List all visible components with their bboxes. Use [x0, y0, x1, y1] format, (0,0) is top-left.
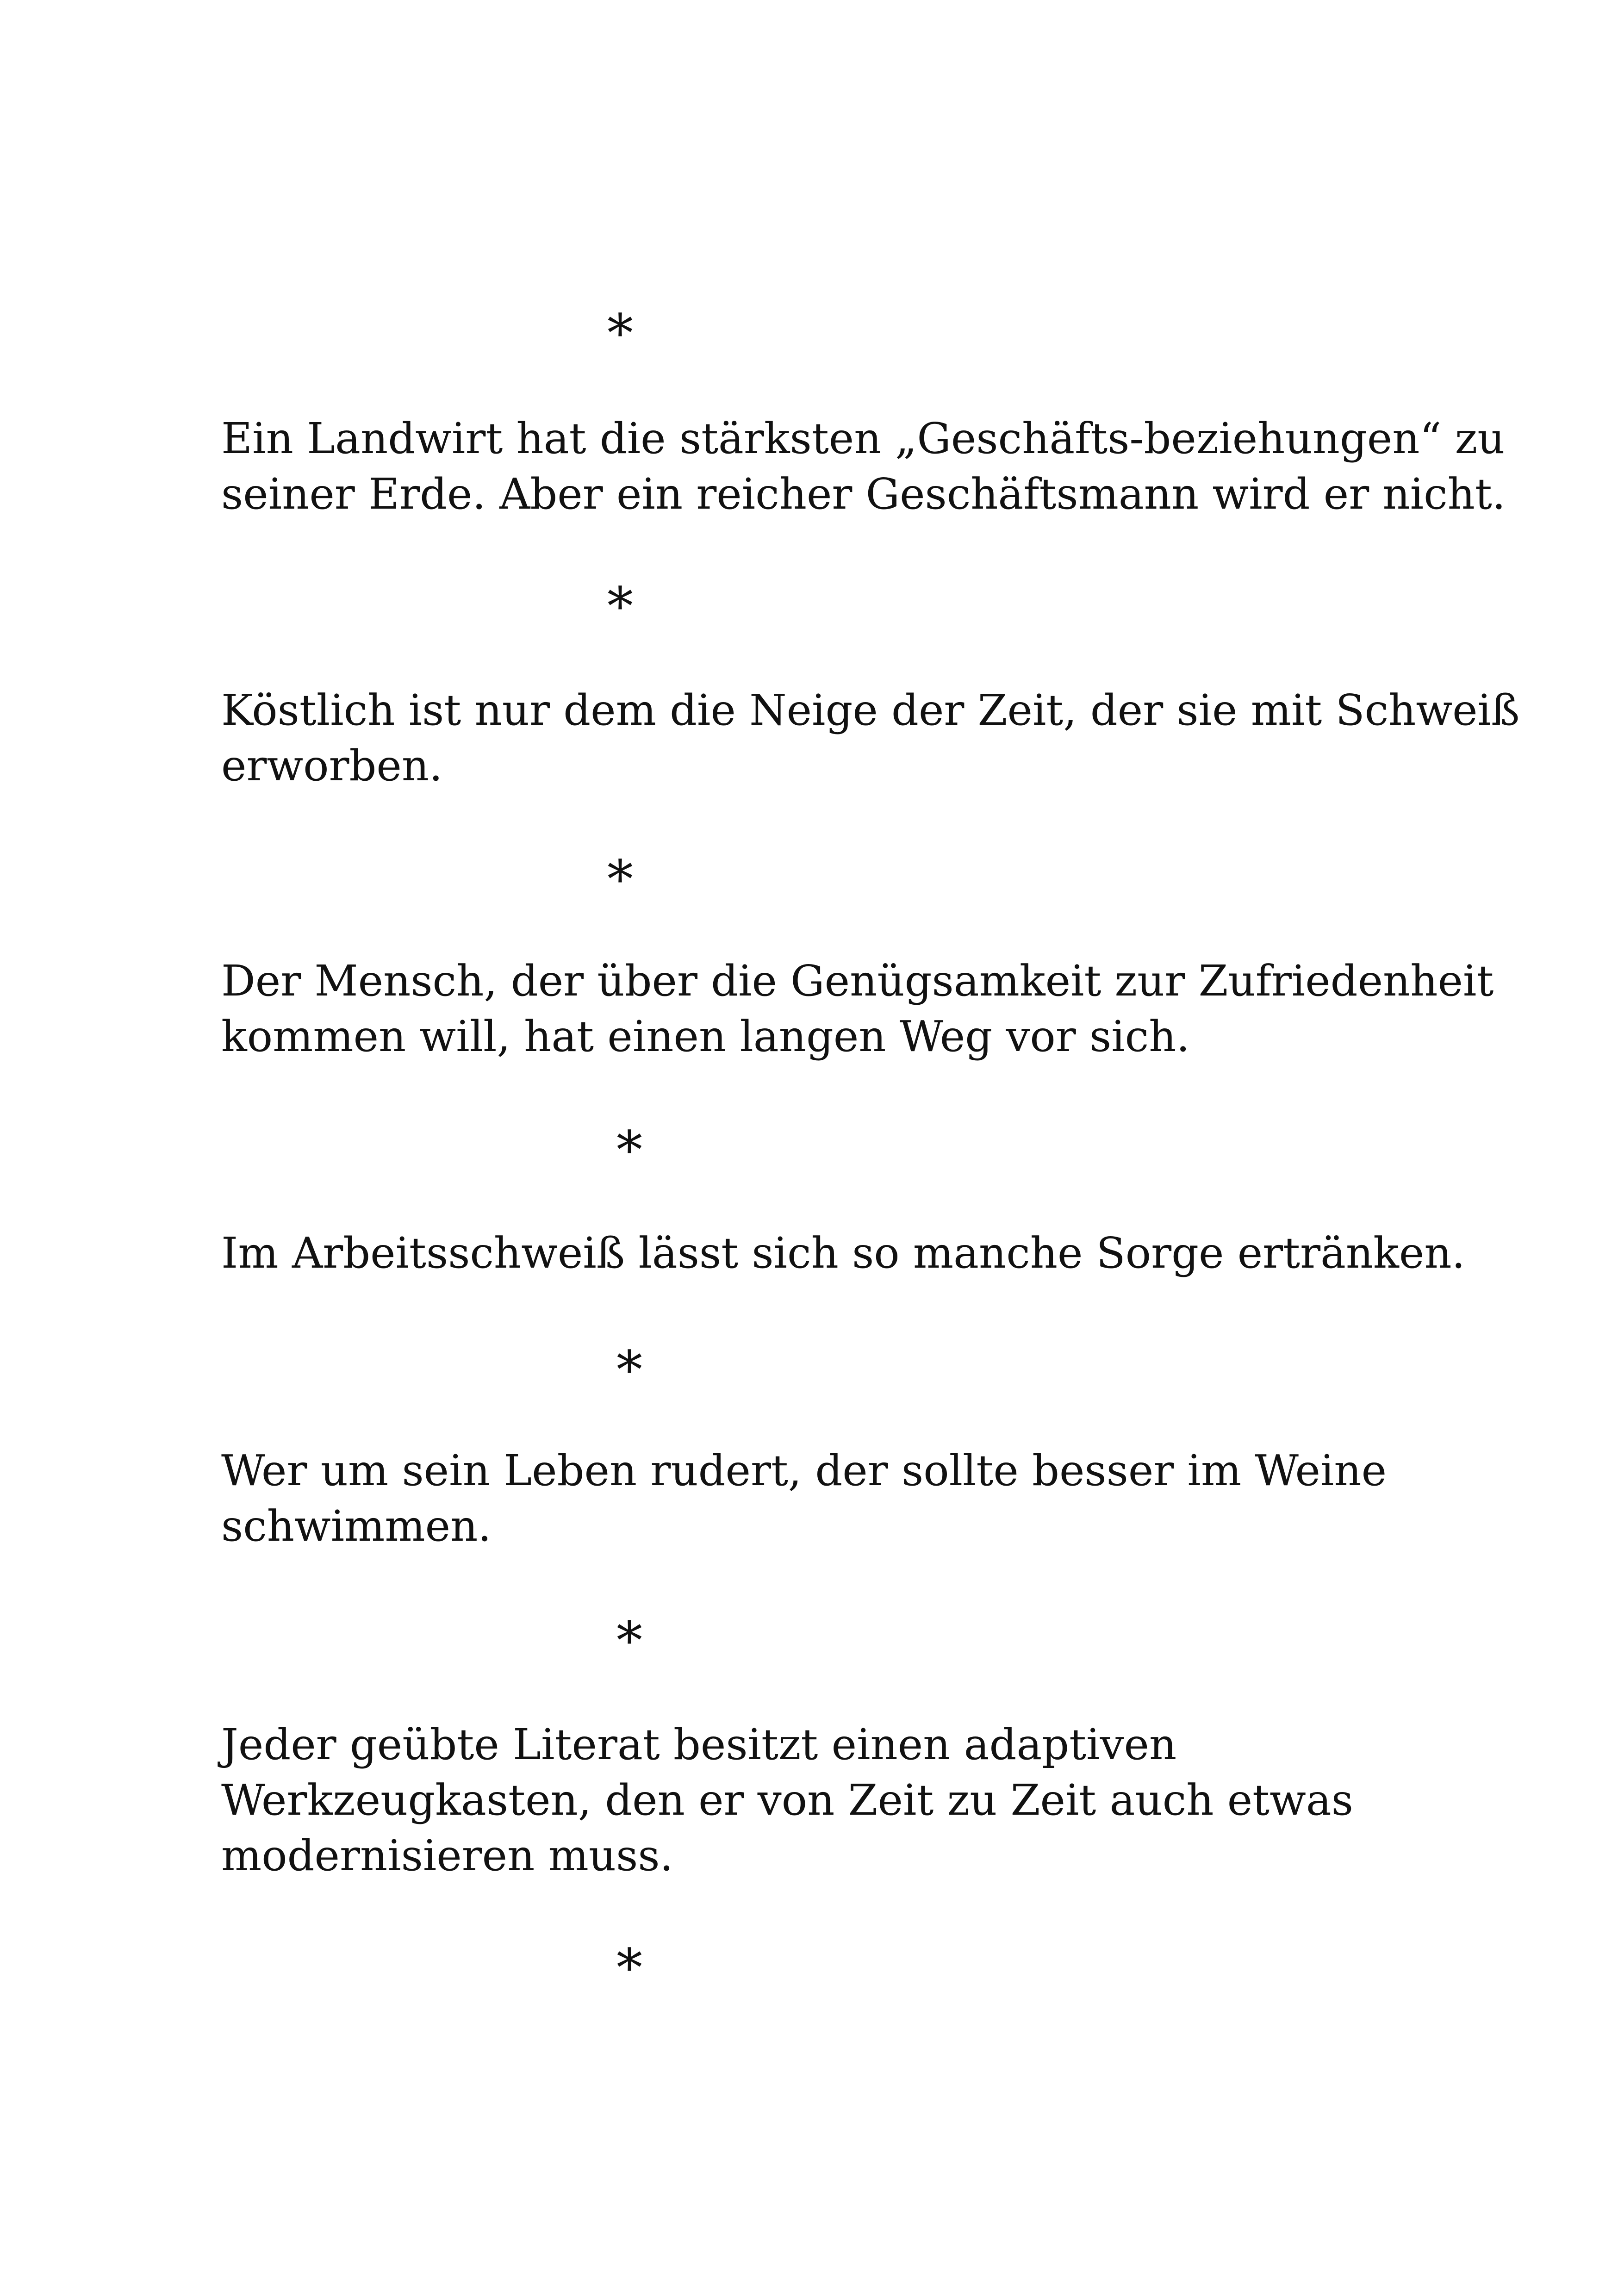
text-line: Ein Landwirt hat die stärksten „Geschäfts-beziehungen“ zu — [221, 414, 1505, 463]
text-line: Wer um sein Leben rudert, der sollte besser im Weine — [221, 1446, 1387, 1495]
separator-asterisk: * — [616, 1611, 642, 1671]
aphorism-paragraph — [221, 953, 1494, 1064]
aphorism-paragraph — [221, 411, 1506, 522]
separator-asterisk: * — [607, 577, 633, 637]
text-line: Jeder geübte Literat besitzt einen adaptiven — [221, 1720, 1177, 1769]
text-line: schwimmen. — [221, 1501, 492, 1551]
text-line: seiner Erde. Aber ein reicher Geschäftsmann wird er nicht. — [221, 469, 1506, 519]
text-line: erworben. — [221, 741, 443, 790]
text-line: Der Mensch, der über die Genügsamkeit zur Zufriedenheit — [221, 956, 1494, 1006]
aphorism-paragraph — [221, 1717, 1425, 1884]
separator-asterisk: * — [616, 1938, 642, 1998]
text-line: kommen will, hat einen langen Weg vor sich. — [221, 1012, 1190, 1061]
text-line: Köstlich ist nur dem die Neige der Zeit, der sie mit Schweiß — [221, 685, 1520, 735]
aphorism-paragraph — [221, 683, 1520, 794]
separator-asterisk: * — [616, 1340, 642, 1400]
separator-asterisk: * — [616, 1120, 642, 1181]
aphorism-paragraph — [221, 1443, 1425, 1554]
separator-asterisk: * — [607, 850, 633, 910]
aphorism-paragraph — [221, 1226, 1465, 1281]
text-line: Werkzeugkasten, den er von Zeit zu Zeit auch etwas — [221, 1775, 1353, 1825]
text-line: modernisieren muss. — [221, 1831, 673, 1880]
separator-asterisk: * — [607, 304, 633, 364]
text-line: Im Arbeitsschweiß lässt sich so manche Sorge ertränken. — [221, 1228, 1465, 1278]
